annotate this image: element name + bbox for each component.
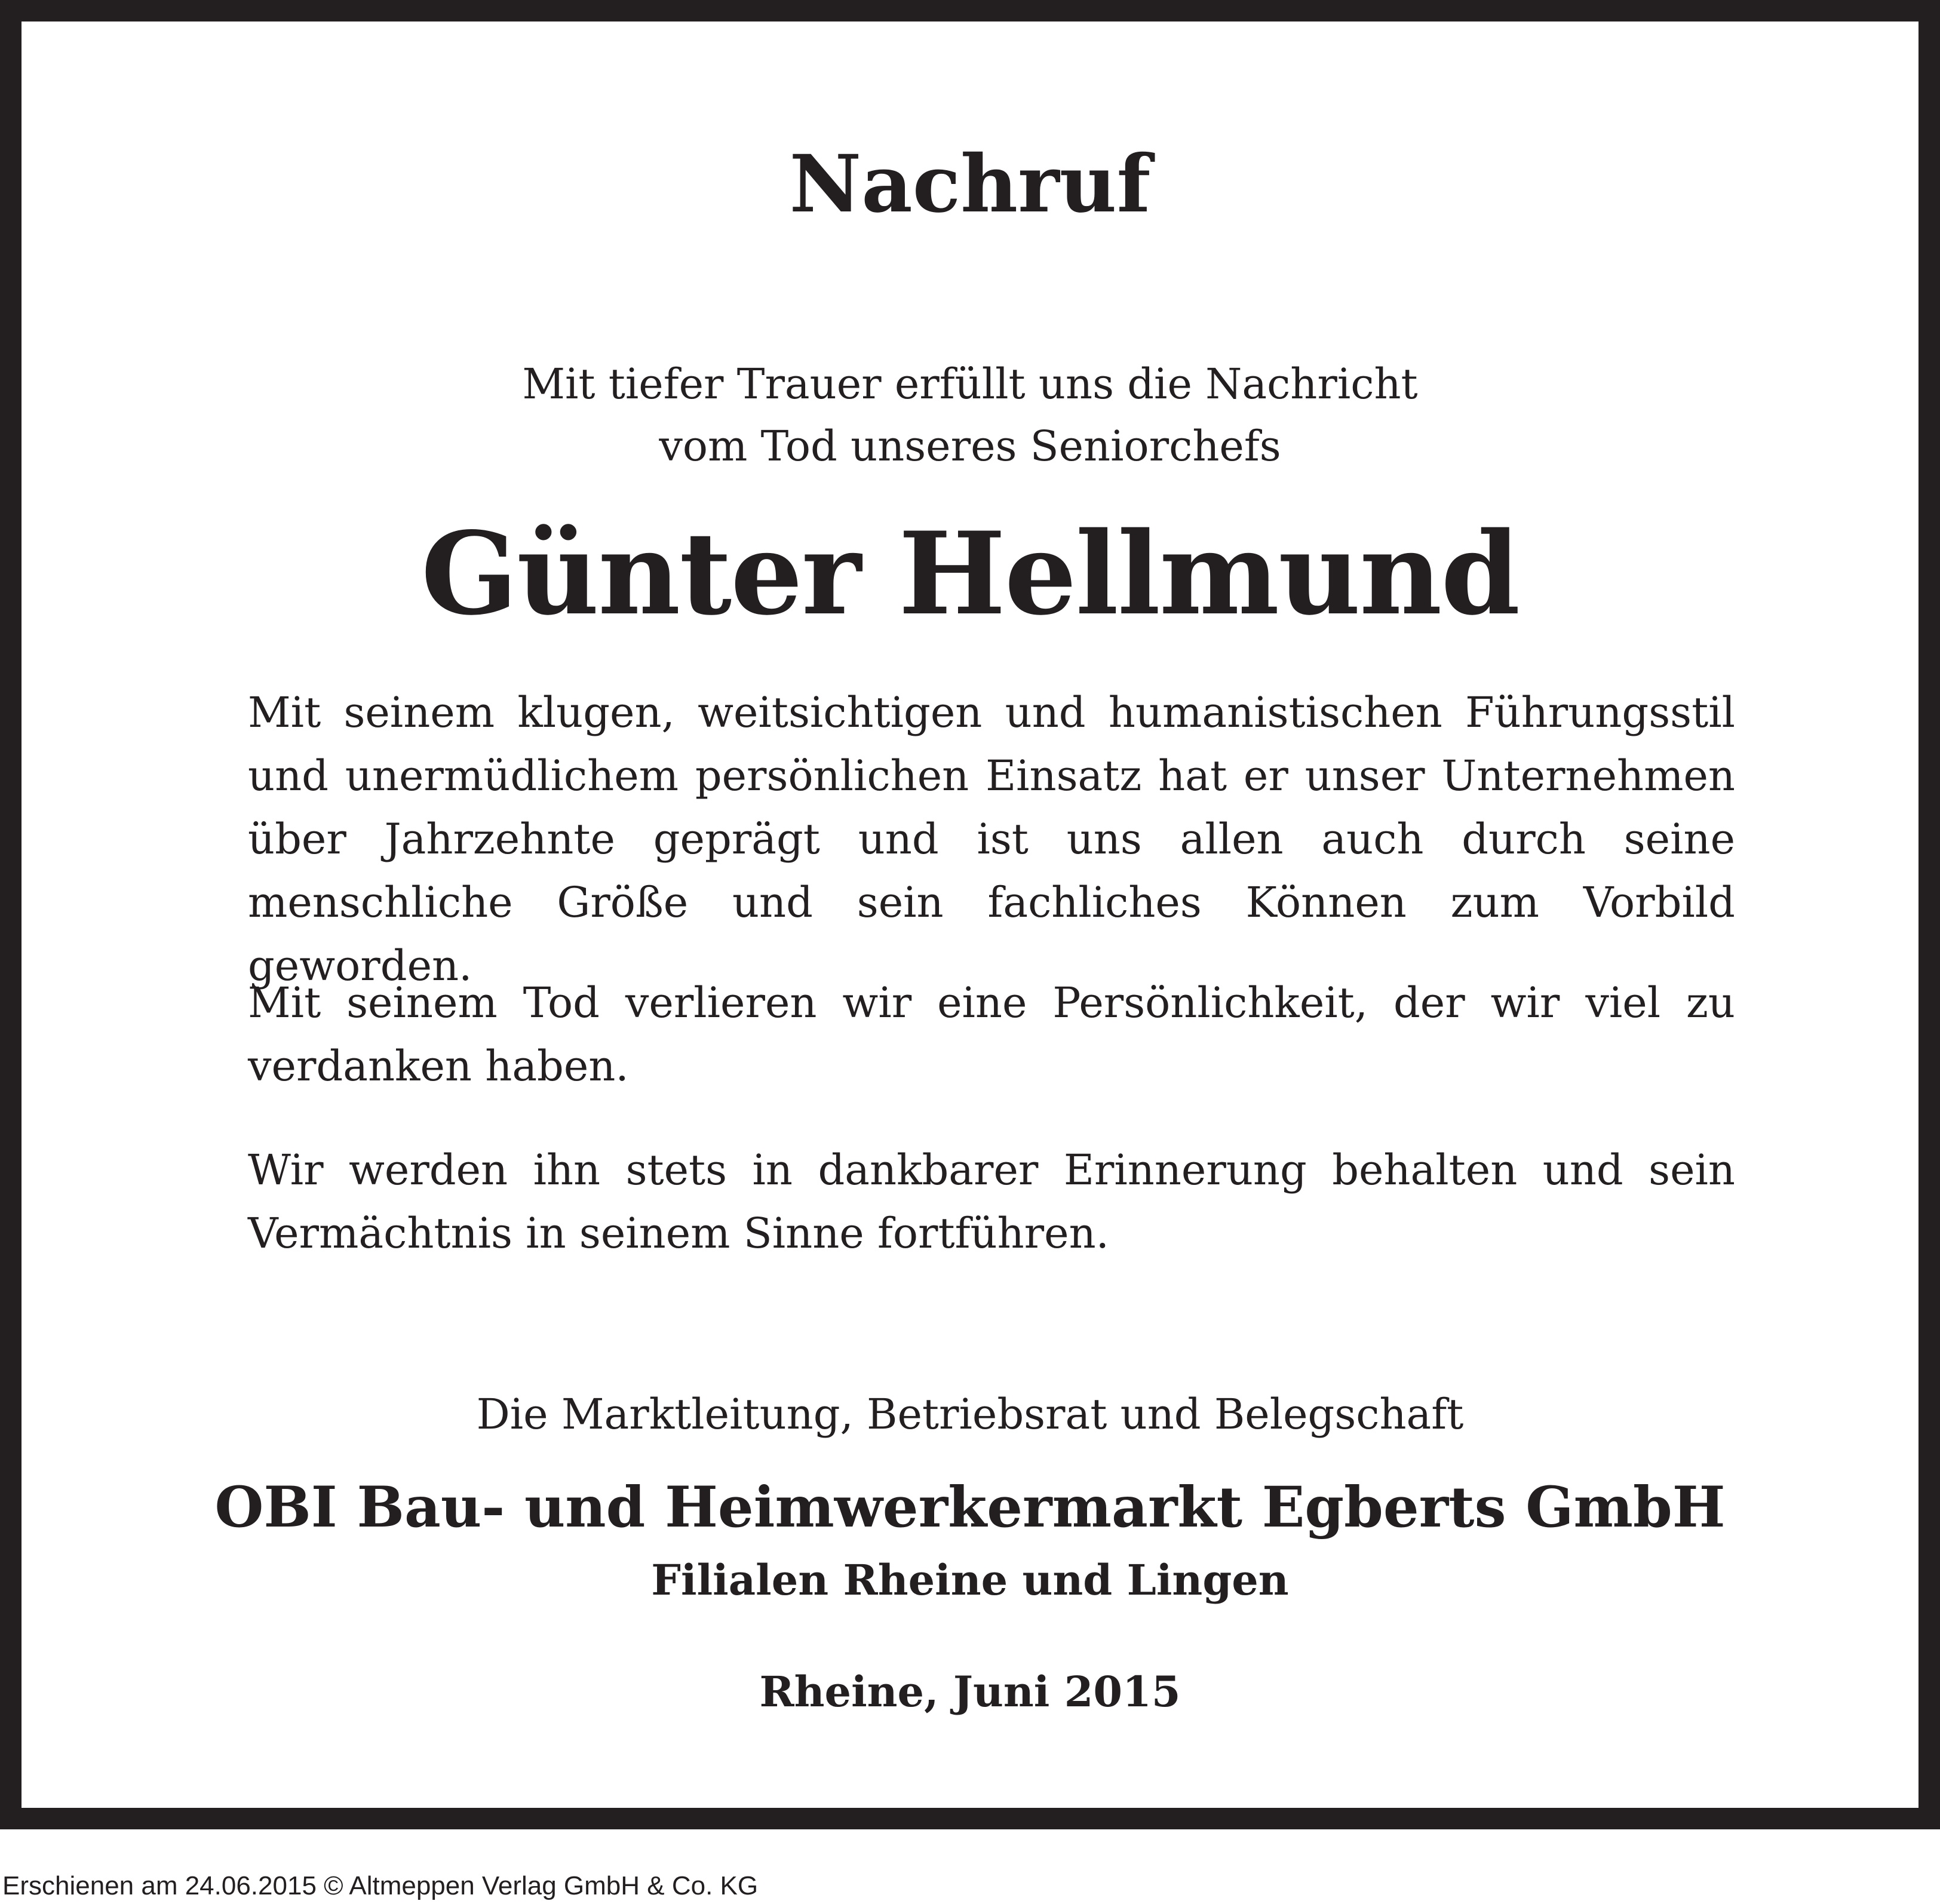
signers-line: Die Marktleitung, Betriebsrat und Belegschaft [476,1390,1464,1439]
company-name: OBI Bau- und Heimwerkermarkt Egberts GmbH [214,1475,1726,1540]
tribute-paragraph-2: Mit seinem Tod verlieren wir eine Persönlichkeit, der wir viel zu verdanken haben. [248,978,1735,1091]
place-and-date: Rheine, Juni 2015 [759,1667,1181,1716]
intro-text [22,353,1918,477]
intro-line-2: vom Tod unseres Seniorchefs [659,422,1281,471]
intro-line-1: Mit tiefer Trauer erfüllt uns die Nachricht [522,360,1418,409]
branches-line: Filialen Rheine und Lingen [651,1555,1289,1605]
deceased-name: Günter Hellmund [420,507,1520,640]
tribute-paragraph-3: Wir werden ihn stets in dankbarer Erinnerung behalten und sein Vermächtnis in seinem Sinne fortführen. [248,1146,1735,1258]
publication-footer: Erschienen am 24.06.2015 © Altmeppen Verlag GmbH & Co. KG [2,1871,759,1900]
tribute-paragraph-1: Mit seinem klugen, weitsichtigen und humanistischen Führungsstil und unermüdlichem persönlichen Einsatz hat er unser Unternehmen über Jahrzehnte geprägt und ist uns allen auch durch seine menschliche Größe und sein fachliches Können zum Vorbild geworden. [248,688,1735,990]
notice-heading: Nachruf [789,138,1151,231]
